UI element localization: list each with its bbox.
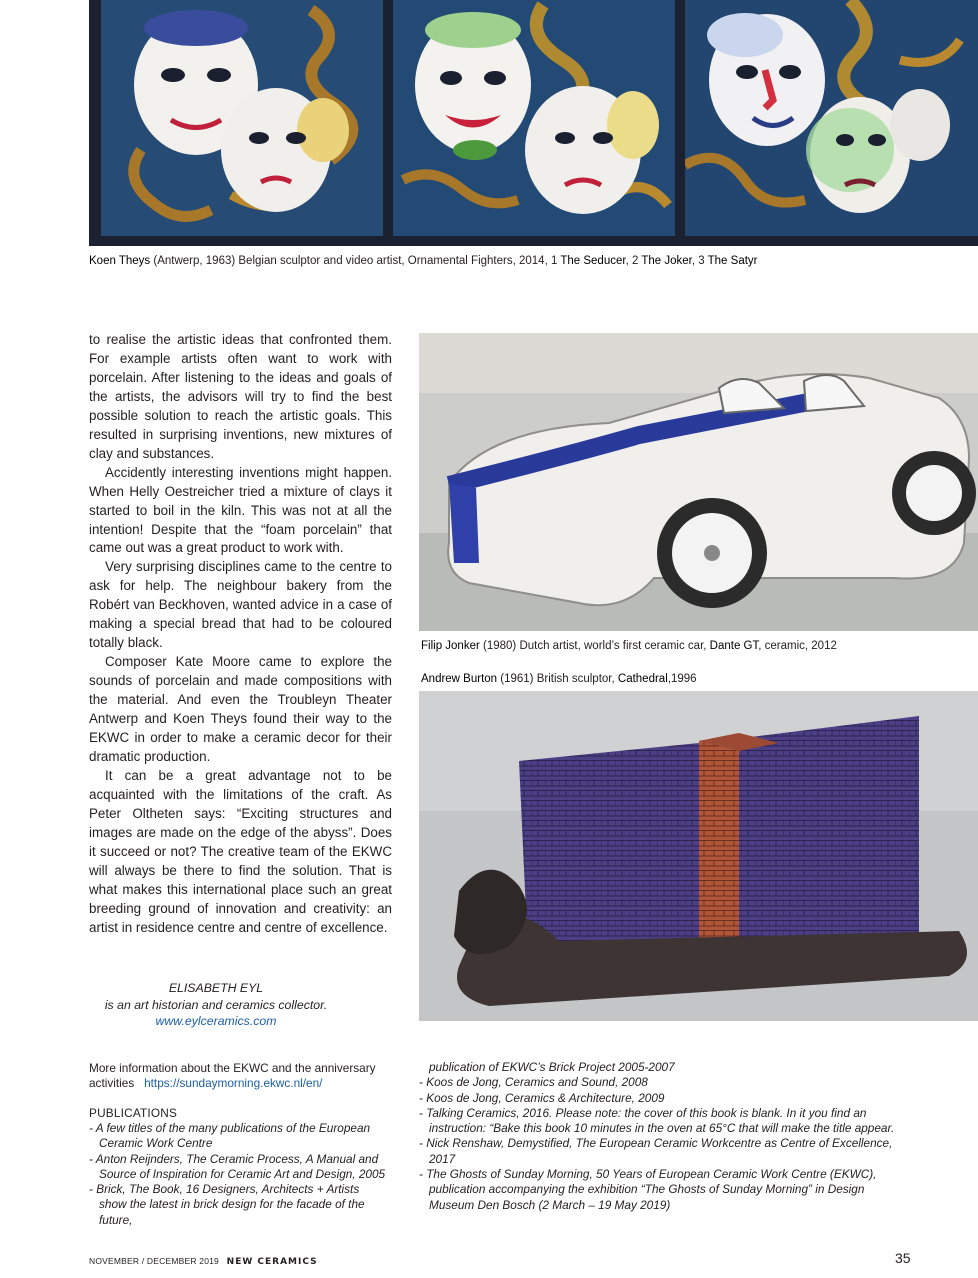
more-info-block <box>89 1061 389 1092</box>
page-number: 35 <box>895 1250 911 1266</box>
caption-details: (Antwerp, 1963) Belgian sculptor and video artist, Ornamental Fighters, 2014, 1 <box>150 255 561 267</box>
the-satyr-panel <box>685 0 978 236</box>
publication-item: - Koos de Jong, Ceramics and Sound, 2008 <box>419 1075 648 1090</box>
publications-heading: PUBLICATIONS <box>89 1106 178 1120</box>
mask-triptych-photo <box>89 0 978 246</box>
magazine-logo: NEW CERAMICS <box>226 1257 318 1267</box>
caption-details: , ceramic, 2012 <box>758 640 837 652</box>
ekwc-anniversary-link[interactable]: https://sundaymorning.ekwc.nl/en/ <box>144 1076 323 1091</box>
body-paragraph: to realise the artistic ideas that confronted them. For example artists often want to work with porcelain. After listening to the ideas and goals of the artists, the advisors will try to find the best possible solution to reach the artistic goals. This resulted in surprising inventions, new mixtures of clay and substances. <box>89 332 392 461</box>
car-photo-caption <box>421 639 837 654</box>
caption-work-title: The Satyr <box>707 255 758 267</box>
caption-separator: , 3 <box>691 255 708 267</box>
caption-details: (1980) Dutch artist, world’s first ceramic car, <box>479 640 710 652</box>
issue-date: NOVEMBER / DECEMBER 2019 <box>89 1256 219 1266</box>
publication-item: - Nick Renshaw, Demystified, The European Ceramic Workcentre as Centre of Excellence, 2017 <box>419 1136 893 1166</box>
body-paragraph: Accidently interesting inventions might happen. When Helly Oestreicher tried a mixture of clays it started to boil in the kiln. This was not at all the intention! Despite that the “foam porcelain” that came out was a great product to work with. <box>89 464 392 556</box>
brick-cathedral-photo <box>419 691 978 1021</box>
caption-separator: , 2 <box>625 255 642 267</box>
publication-item: - Koos de Jong, Ceramics & Architecture, 2009 <box>419 1090 665 1105</box>
publication-item-continuation: publication of EKWC’s Brick Project 2005-2007 <box>429 1060 675 1074</box>
publications-list-left <box>89 1121 389 1228</box>
publications-list-right <box>419 1060 899 1213</box>
publication-item: - The Ghosts of Sunday Morning, 50 Years of European Ceramic Work Centre (EKWC), publication accompanying the exhibition “The Ghosts of Sunday Morning” in Design Museum Den Bosch (2 March – 19 May 2019) <box>419 1167 877 1212</box>
caption-work-title: The Joker <box>641 255 692 267</box>
caption-details: (1961) British sculptor, <box>497 673 618 685</box>
body-paragraph: It can be a great advantage not to be acquainted with the limitations of the craft. As Peter Oltheten says: “Exciting structures and images are made on the edge of the abyss”. Does it succeed or not? The creative team of the EKWC will always be there to find the solution. That is what makes this international place such an great breeding ground of innovation and creativity: an artist in residence centre and centre of excellence. <box>89 767 392 935</box>
caption-work-title: Dante GT <box>709 640 759 652</box>
ceramic-car-photo <box>419 333 978 631</box>
author-bio: is an art historian and ceramics collector. <box>104 997 328 1012</box>
body-paragraph: Composer Kate Moore came to explore the sounds of porcelain and made compositions with the material. And even the Troubleyn Theater Antwerp and Koen Theys found their way to the EKWC in order to make a ceramic decor for their dramatic production. <box>89 654 392 764</box>
caption-artist-name: Filip Jonker <box>421 640 480 652</box>
page-footer <box>89 1256 318 1267</box>
mask-photo-caption <box>89 254 758 269</box>
publication-item: - A few titles of the many publications of the European Ceramic Work Centre <box>89 1121 371 1151</box>
caption-details: ,1996 <box>667 673 697 685</box>
more-info-text: More information about the EKWC and the anniversary activities <box>89 1061 376 1091</box>
the-joker-panel <box>393 0 675 236</box>
caption-artist-name: Andrew Burton <box>421 673 498 685</box>
publication-item: - Anton Reijnders, The Ceramic Process, A Manual and Source of Inspiration for Ceramic Art and Design, 2005 <box>89 1151 386 1181</box>
body-paragraph: Very surprising disciplines came to the centre to ask for help. The neighbour bakery from the Robért van Beckhoven, wanted advice in a case of making a special bread that had to be coloured totally black. <box>89 559 392 651</box>
caption-work-title: Cathedral <box>617 673 668 685</box>
wall-photo-caption <box>421 672 697 687</box>
caption-work-title: The Seducer <box>560 255 626 267</box>
caption-artist-name: Koen Theys <box>89 255 151 267</box>
article-body <box>89 331 392 938</box>
publication-item: - Talking Ceramics, 2016. Please note: the cover of this book is blank. In it you find an instruction: “Bake this book 10 minutes in the oven at 65°C that will make the title appear. <box>419 1105 895 1136</box>
publication-item: - Brick, The Book, 16 Designers, Architects + Artists show the latest in brick design for the facade of the future, <box>89 1182 365 1227</box>
author-block <box>89 980 343 1030</box>
the-seducer-panel <box>101 0 383 236</box>
author-website-link[interactable]: www.eylceramics.com <box>155 1014 277 1028</box>
author-name: ELISABETH EYL <box>168 981 264 995</box>
